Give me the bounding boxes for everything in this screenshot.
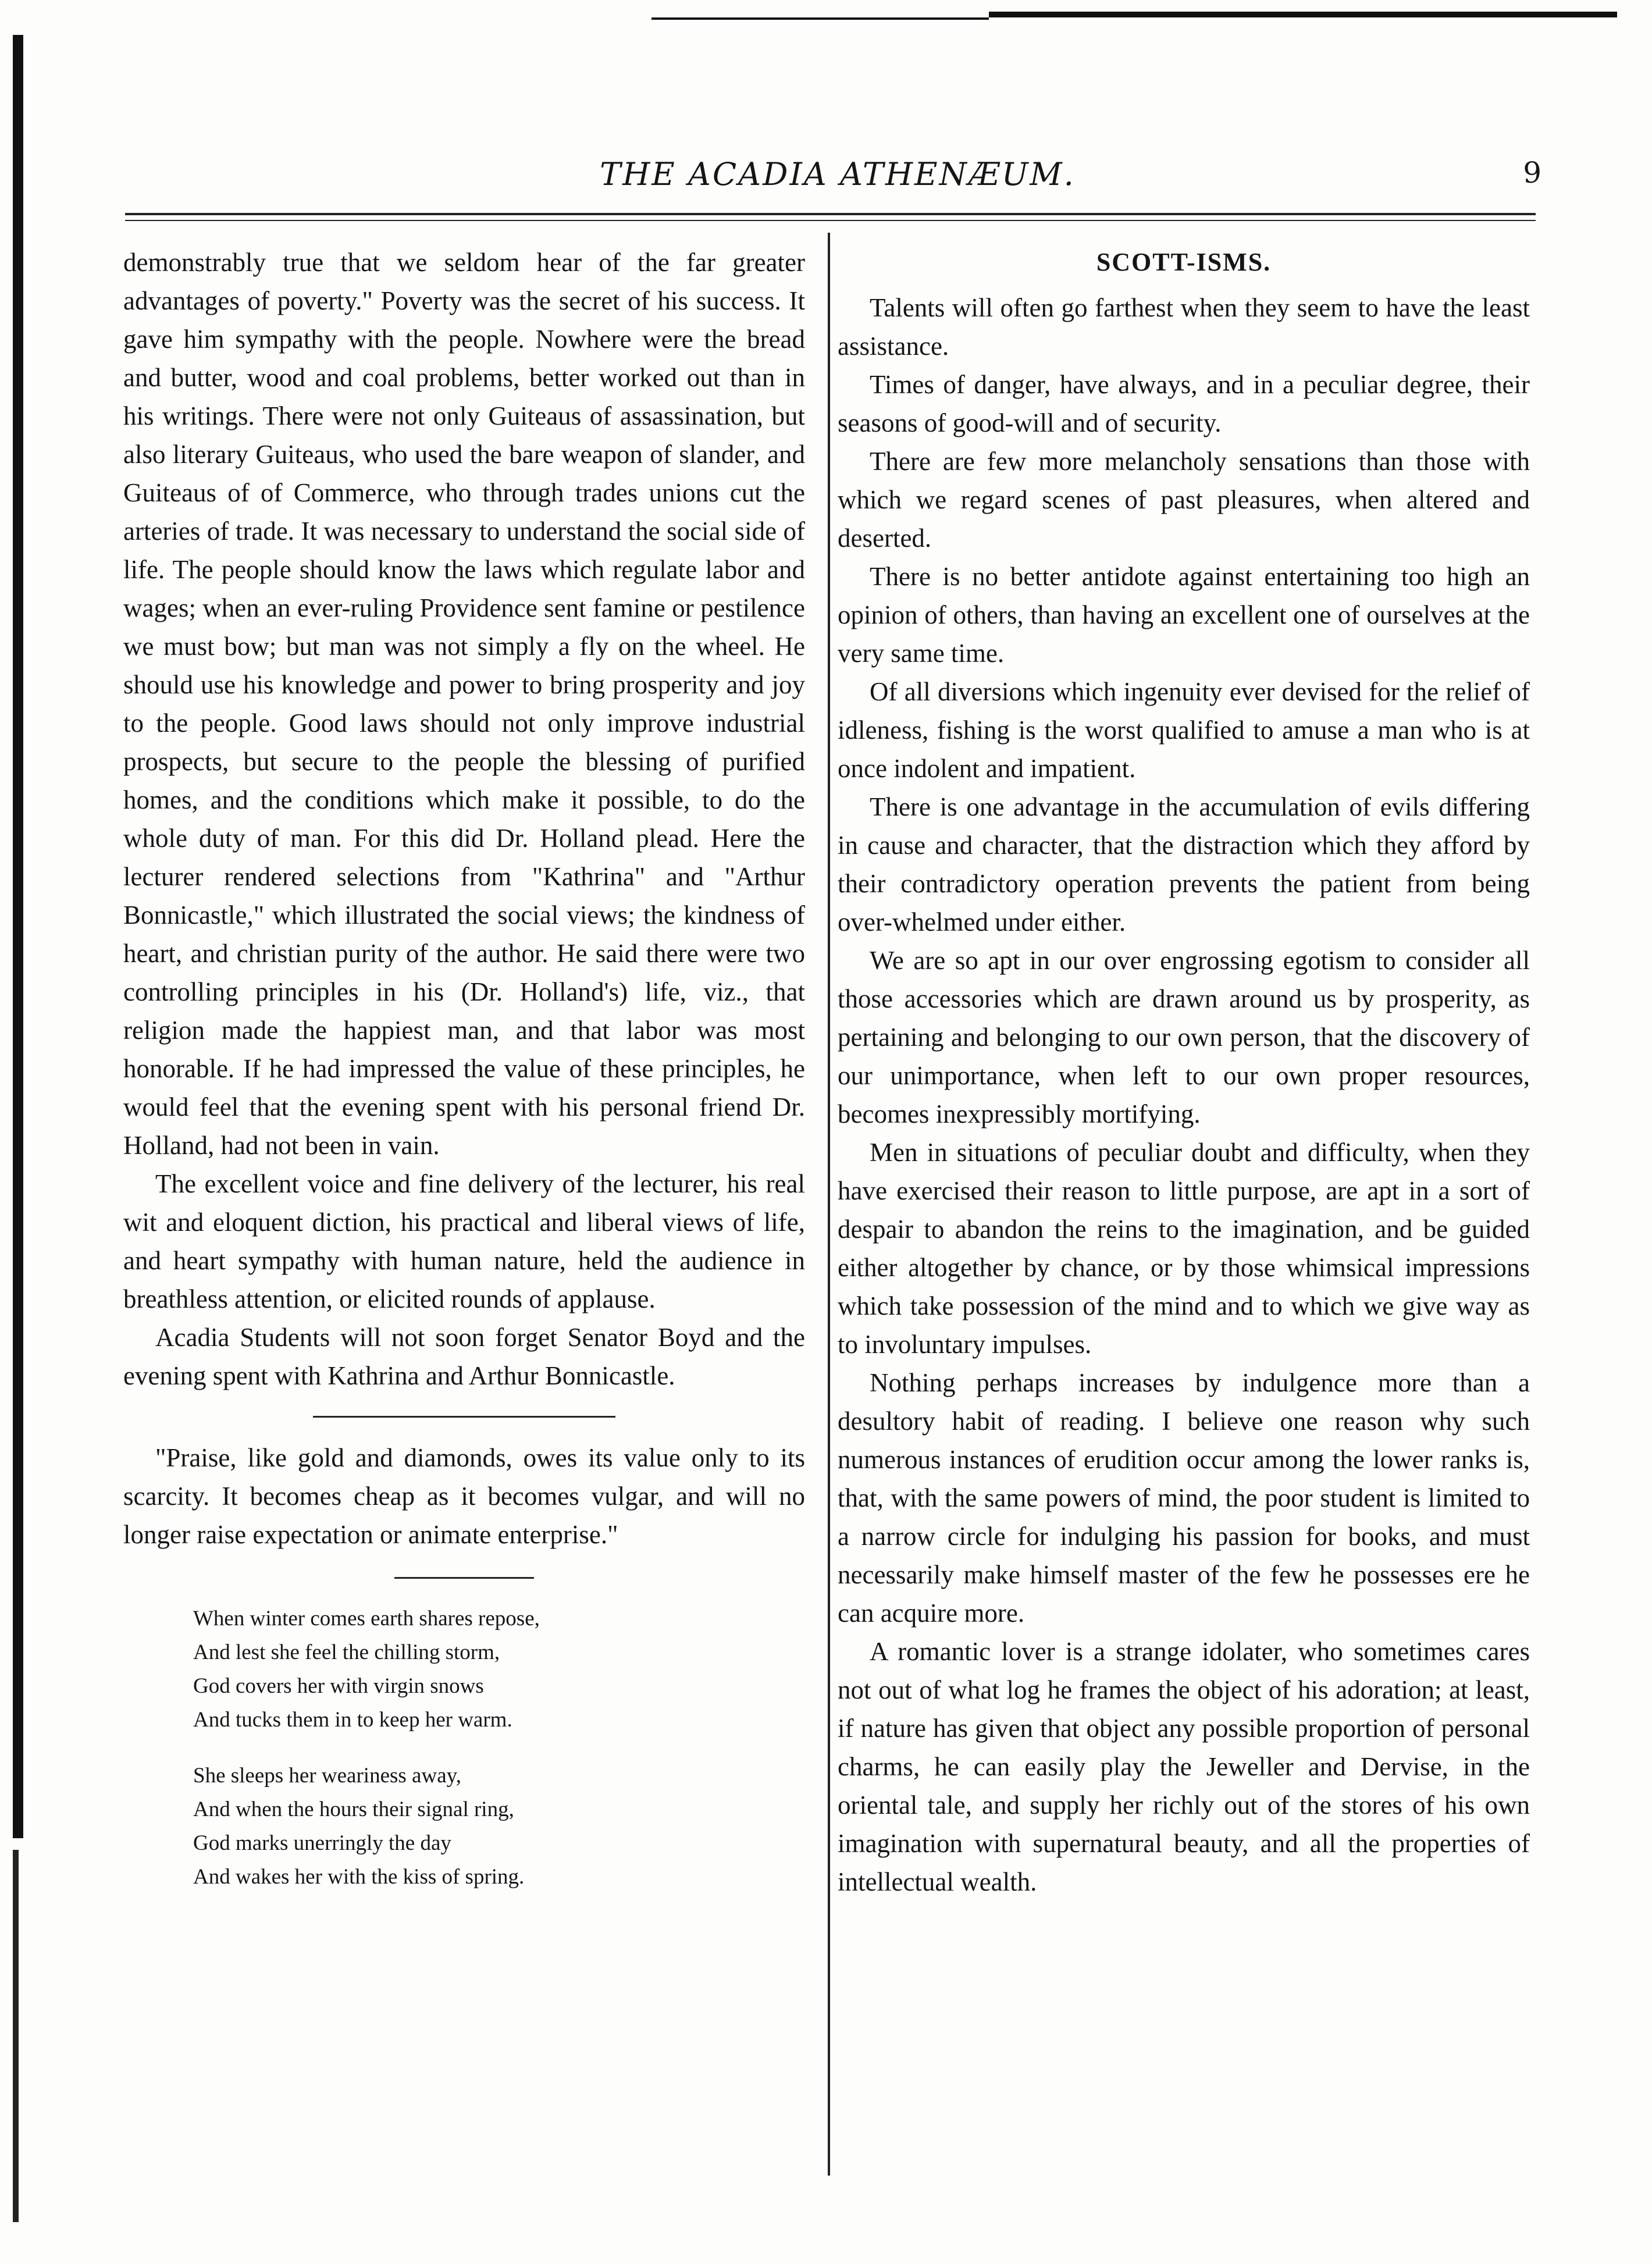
aphorism-paragraph: Times of danger, have always, and in a peculiar degree, their seasons of good-will and of security. [838, 370, 1530, 437]
page-edge-mark [13, 1850, 19, 2222]
poem-line: God covers her with virgin snows [193, 1674, 484, 1698]
poem-line: And wakes her with the kiss of spring. [193, 1865, 525, 1889]
article-paragraph: demonstrably true that we seldom hear of the far greater advantages of poverty." Poverty was the secret of his success. It gave him sympathy with the people. Nowhere were the bread and butter, wood and coal problems, better worked out than in his writings. There were not only Guiteaus of assassination, but also literary Guiteaus, who used the bare weapon of slander, and Guiteaus of of Commerce, who through trades unions cut the arteries of trade. It was necessary to understand the social side of life. The people should know the laws which regulate labor and wages; when an ever-ruling Providence sent famine or pestilence we must bow; but man was not simply a fly on the wheel. He should use his knowledge and power to bring prosperity and joy to the people. Good laws should not only improve industrial prospects, but secure to the people the blessing of purified homes, and the conditions which make it possible, to do the whole duty of man. For this did Dr. Holland plead. Here the lecturer rendered selections from "Kathrina" and "Arthur Bonnicastle," which illustrated the social views; the kindness of heart, and christian purity of the author. He said there were two controlling principles in his (Dr. Holland's) life, viz., that religion made the happiest man, and that labor was most honorable. If he had impressed the value of these principles, he would feel that the evening spent with his personal friend Dr. Holland, had not been in vain. [123, 248, 805, 1160]
poem [193, 1602, 805, 1894]
poem-stanza [193, 1759, 805, 1894]
page-edge-mark [13, 35, 23, 1838]
poem-line: God marks unerringly the day [193, 1831, 451, 1855]
right-column [838, 243, 1530, 1901]
aphorism-paragraph: There is one advantage in the accumulation of evils differing in cause and character, that the distraction which they afford by their contradictory operation prevents the patient from being over-whelmed under either. [838, 792, 1530, 937]
column-divider [828, 233, 830, 2176]
aphorism-paragraph: Nothing perhaps increases by indulgence more than a desultory habit of reading. I believe one reason why such numerous instances of erudition occur among the lower ranks is, that, with the same powers of mind, the poor student is limited to a narrow circle for indulging his passion for books, and must necessarily make himself master of the few he possesses ere he can acquire more. [838, 1368, 1530, 1628]
section-divider [394, 1577, 534, 1579]
aphorism-paragraph: Men in situations of peculiar doubt and difficulty, when they have exercised their reason to little purpose, are apt in a sort of despair to abandon the reins to the imagination, and be guided either altogether by chance, or by those whimsical impressions which take possession of the mind and to which we give way as to involuntary impulses. [838, 1138, 1530, 1359]
section-title: SCOTT-ISMS. [1096, 248, 1272, 276]
top-border-rule [651, 17, 989, 20]
aphorism-paragraph: A romantic lover is a strange idolater, who sometimes cares not out of what log he frames the object of his adoration; at least, if nature has given that object any possible proportion of personal charms, he can easily play the Jeweller and Dervise, in the oriental tale, and supply her richly out of the stores of his own imagination with supernatural beauty, and all the properties of intellectual wealth. [838, 1637, 1530, 1896]
aphorism-paragraph: There is no better antidote against entertaining too high an opinion of others, than having an excellent one of ourselves at the very same time. [838, 562, 1530, 668]
poem-line: And tucks them in to keep her warm. [193, 1708, 512, 1732]
article-paragraph: The excellent voice and fine delivery of the lecturer, his real wit and eloquent diction, his practical and liberal views of life, and heart sympathy with human nature, held the audience in breathless attention, or elicited rounds of applause. [123, 1169, 805, 1313]
poem-line: She sleeps her weariness away, [193, 1764, 461, 1788]
aphorism-paragraph: Talents will often go farthest when they seem to have the least assistance. [838, 293, 1530, 361]
header-rule [125, 220, 1536, 221]
left-column [123, 243, 805, 1916]
section-divider [313, 1416, 615, 1418]
page-header [122, 156, 1553, 202]
quote-paragraph: "Praise, like gold and diamonds, owes its value only to its scarcity. It becomes cheap as it becomes vulgar, and will no longer raise expectation or animate enterprise." [123, 1443, 805, 1549]
top-border-rule [989, 12, 1617, 17]
page-number: 9 [1523, 156, 1541, 190]
poem-stanza [193, 1602, 805, 1737]
aphorism-paragraph: We are so apt in our over engrossing egotism to consider all those accessories which are drawn around us by prosperity, as pertaining and belonging to our own person, that the discovery of our unimportance, when left to our own proper resources, becomes inexpressibly mortifying. [838, 946, 1530, 1129]
aphorism-paragraph: Of all diversions which ingenuity ever devised for the relief of idleness, fishing is the worst qualified to amuse a man who is at once indolent and impatient. [838, 677, 1530, 783]
article-paragraph: Acadia Students will not soon forget Senator Boyd and the evening spent with Kathrina and Arthur Bonnicastle. [123, 1323, 805, 1390]
journal-title: THE ACADIA ATHENÆUM. [600, 156, 1076, 193]
poem-line: When winter comes earth shares repose, [193, 1607, 540, 1631]
poem-line: And when the hours their signal ring, [193, 1797, 514, 1821]
header-rule [125, 213, 1536, 215]
aphorism-paragraph: There are few more melancholy sensations than those with which we regard scenes of past pleasures, when altered and deserted. [838, 447, 1530, 553]
poem-line: And lest she feel the chilling storm, [193, 1640, 500, 1664]
